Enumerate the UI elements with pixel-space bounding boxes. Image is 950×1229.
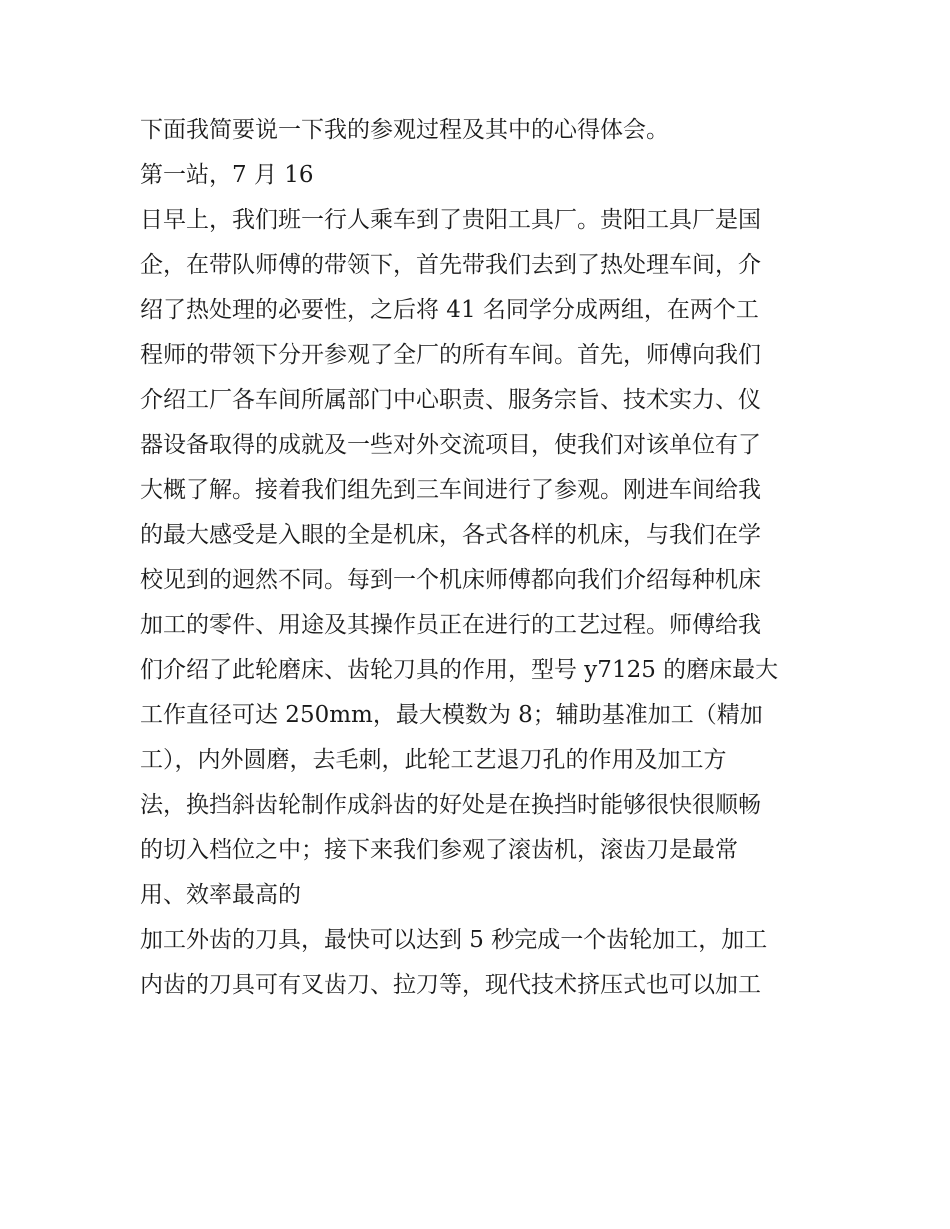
text-line: 企，在带队师傅的带领下，首先带我们去到了热处理车间，介 bbox=[140, 252, 761, 278]
text-line: 大概了解。接着我们组先到三车间进行了参观。刚进车间给我 bbox=[140, 477, 761, 503]
text-line: 器设备取得的成就及一些对外交流项目，使我们对该单位有了 bbox=[140, 432, 761, 458]
text-line: 内齿的刀具可有叉齿刀、拉刀等，现代技术挤压式也可以加工 bbox=[140, 972, 761, 998]
text-line: 的最大感受是入眼的全是机床，各式各样的机床，与我们在学 bbox=[140, 522, 761, 548]
text-line: 工作直径可达 250mm，最大模数为 8；辅助基准加工（精加 bbox=[140, 702, 763, 728]
text-line: 用、效率最高的 bbox=[140, 882, 301, 908]
text-line: 第一站，7 月 16 bbox=[140, 162, 314, 188]
text-line: 介绍工厂各车间所属部门中心职责、服务宗旨、技术实力、仪 bbox=[140, 387, 761, 413]
text-line: 工），内外圆磨，去毛刺，此轮工艺退刀孔的作用及加工方 bbox=[140, 747, 727, 773]
text-line: 校见到的迥然不同。每到一个机床师傅都向我们介绍每种机床 bbox=[140, 567, 761, 593]
text-line: 绍了热处理的必要性，之后将 41 名同学分成两组，在两个工 bbox=[140, 297, 759, 323]
text-line: 加工的零件、用途及其操作员正在进行的工艺过程。师傅给我 bbox=[140, 612, 761, 638]
text-line: 的切入档位之中；接下来我们参观了滚齿机，滚齿刀是最常 bbox=[140, 837, 738, 863]
text-line: 加工外齿的刀具，最快可以达到 5 秒完成一个齿轮加工，加工 bbox=[140, 927, 768, 953]
text-line: 们介绍了此轮磨床、齿轮刀具的作用，型号 y7125 的磨床最大 bbox=[140, 657, 779, 683]
text-line: 日早上，我们班一行人乘车到了贵阳工具厂。贵阳工具厂是国 bbox=[140, 207, 761, 233]
text-line: 下面我简要说一下我的参观过程及其中的心得体会。 bbox=[140, 117, 669, 143]
text-line: 程师的带领下分开参观了全厂的所有车间。首先，师傅向我们 bbox=[140, 342, 761, 368]
document-body bbox=[140, 108, 820, 1008]
text-line: 法，换挡斜齿轮制作成斜齿的好处是在换挡时能够很快很顺畅 bbox=[140, 792, 761, 818]
